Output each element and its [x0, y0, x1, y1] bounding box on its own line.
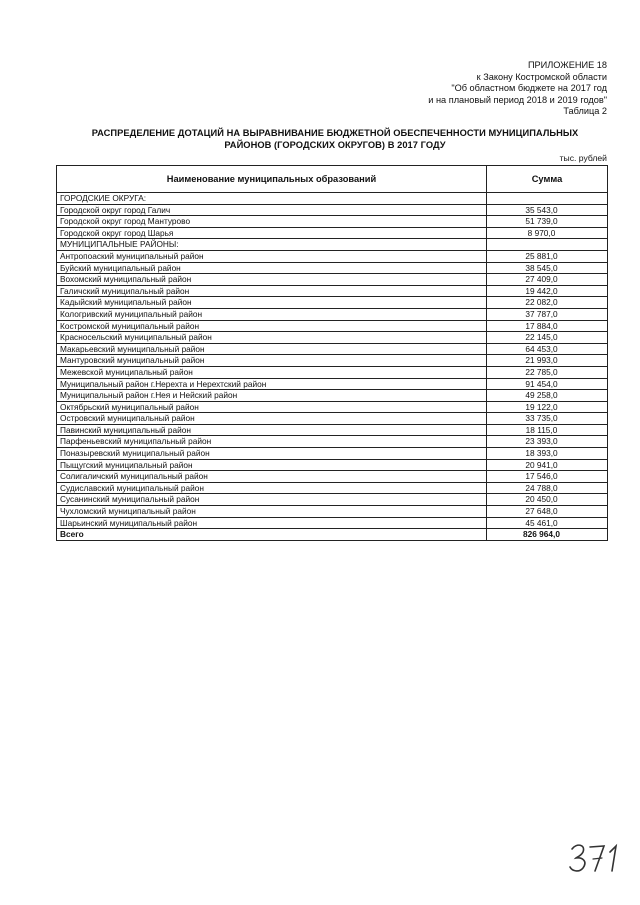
- table-header-row: [57, 166, 608, 193]
- row-sum: 8 970,0: [487, 227, 608, 239]
- table-row: [57, 517, 608, 529]
- row-sum: 25 881,0: [487, 250, 608, 262]
- row-name: Поназыревский муниципальный район: [57, 448, 487, 460]
- row-sum: 18 393,0: [487, 448, 608, 460]
- table-row: [57, 413, 608, 425]
- table-row: [57, 332, 608, 344]
- row-name: Вохомский муниципальный район: [57, 274, 487, 286]
- handwritten-page-number: [566, 840, 626, 874]
- row-sum: 22 145,0: [487, 332, 608, 344]
- table-row: [57, 227, 608, 239]
- row-sum: 826 964,0: [487, 529, 608, 541]
- row-sum: 38 545,0: [487, 262, 608, 274]
- row-name: Городской округ город Галич: [57, 204, 487, 216]
- row-name: Мантуровский муниципальный район: [57, 355, 487, 367]
- row-name: Кологривский муниципальный район: [57, 308, 487, 320]
- row-name: Городской округ город Шарья: [57, 227, 487, 239]
- table-row: [57, 471, 608, 483]
- row-sum: [487, 193, 608, 205]
- row-name: Судиславский муниципальный район: [57, 482, 487, 494]
- table-row: [57, 401, 608, 413]
- table-row: [57, 297, 608, 309]
- table-row: [57, 204, 608, 216]
- table-row: [57, 459, 608, 471]
- appendix-line: к Закону Костромской области: [476, 71, 607, 82]
- row-name: Пыщугский муниципальный район: [57, 459, 487, 471]
- table-row: [57, 193, 608, 205]
- row-sum: 23 393,0: [487, 436, 608, 448]
- row-name: Парфеньевский муниципальный район: [57, 436, 487, 448]
- appendix-line: и на плановый период 2018 и 2019 годов": [428, 94, 607, 105]
- title-line-1: РАСПРЕДЕЛЕНИЕ ДОТАЦИЙ НА ВЫРАВНИВАНИЕ БЮДЖЕТНОЙ ОБЕСПЕЧЕННОСТИ МУНИЦИПАЛЬНЫХ: [91, 128, 579, 138]
- row-name: Городской округ город Мантурово: [57, 216, 487, 228]
- table-row: [57, 424, 608, 436]
- row-sum: 18 115,0: [487, 424, 608, 436]
- table-row: [57, 494, 608, 506]
- appendix-line: Таблица 2: [563, 106, 607, 116]
- row-sum: 27 648,0: [487, 506, 608, 518]
- row-sum: 19 442,0: [487, 285, 608, 297]
- table-row: [57, 529, 608, 541]
- row-name: Муниципальный район г.Нея и Нейский район: [57, 390, 487, 402]
- row-name: Костромской муниципальный район: [57, 320, 487, 332]
- row-name: Шарьинский муниципальный район: [57, 517, 487, 529]
- appendix-header: [428, 60, 607, 118]
- table-body: [57, 193, 608, 541]
- row-name: МУНИЦИПАЛЬНЫЕ РАЙОНЫ:: [57, 239, 487, 251]
- row-sum: 17 884,0: [487, 320, 608, 332]
- units-label: тыс. рублей: [559, 153, 607, 163]
- row-sum: 19 122,0: [487, 401, 608, 413]
- header-sum: Сумма: [487, 166, 608, 193]
- row-name: Октябрьский муниципальный район: [57, 401, 487, 413]
- row-name: Солигаличский муниципальный район: [57, 471, 487, 483]
- table-row: [57, 250, 608, 262]
- distribution-table: [56, 165, 608, 541]
- table-row: [57, 262, 608, 274]
- table-row: [57, 390, 608, 402]
- row-name: ГОРОДСКИЕ ОКРУГА:: [57, 193, 487, 205]
- row-sum: 49 258,0: [487, 390, 608, 402]
- table-row: [57, 482, 608, 494]
- row-sum: 24 788,0: [487, 482, 608, 494]
- header-name: Наименование муниципальных образований: [57, 166, 487, 193]
- row-name: Чухломский муниципальный район: [57, 506, 487, 518]
- document-title: [60, 128, 610, 151]
- table-row: [57, 448, 608, 460]
- row-sum: 64 453,0: [487, 343, 608, 355]
- table-row: [57, 308, 608, 320]
- row-sum: 27 409,0: [487, 274, 608, 286]
- row-sum: 17 546,0: [487, 471, 608, 483]
- row-name: Красносельский муниципальный район: [57, 332, 487, 344]
- row-name: Галичский муниципальный район: [57, 285, 487, 297]
- table-row: [57, 378, 608, 390]
- table-row: [57, 285, 608, 297]
- table-row: [57, 355, 608, 367]
- table-row: [57, 366, 608, 378]
- row-name: Павинский муниципальный район: [57, 424, 487, 436]
- table-row: [57, 506, 608, 518]
- table-row: [57, 343, 608, 355]
- row-name: Муниципальный район г.Нерехта и Нерехтский район: [57, 378, 487, 390]
- row-name: Буйский муниципальный район: [57, 262, 487, 274]
- table-row: [57, 320, 608, 332]
- row-sum: 91 454,0: [487, 378, 608, 390]
- table-row: [57, 274, 608, 286]
- row-name: Межевской муниципальный район: [57, 366, 487, 378]
- row-sum: 22 785,0: [487, 366, 608, 378]
- row-name: Сусанинский муниципальный район: [57, 494, 487, 506]
- table-row: [57, 216, 608, 228]
- row-sum: 45 461,0: [487, 517, 608, 529]
- row-name: Макарьевский муниципальный район: [57, 343, 487, 355]
- title-line-2: РАЙОНОВ (ГОРОДСКИХ ОКРУГОВ) В 2017 ГОДУ: [224, 139, 446, 150]
- row-sum: 37 787,0: [487, 308, 608, 320]
- row-sum: 20 450,0: [487, 494, 608, 506]
- row-name: Всего: [57, 529, 487, 541]
- row-sum: 51 739,0: [487, 216, 608, 228]
- row-name: Островский муниципальный район: [57, 413, 487, 425]
- appendix-line: ПРИЛОЖЕНИЕ 18: [527, 60, 607, 70]
- row-sum: 22 082,0: [487, 297, 608, 309]
- table-row: [57, 436, 608, 448]
- appendix-line: "Об областном бюджете на 2017 год: [451, 83, 607, 93]
- row-name: Антропоаский муниципальный район: [57, 250, 487, 262]
- row-name: Кадыйский муниципальный район: [57, 297, 487, 309]
- row-sum: [487, 239, 608, 251]
- table-row: [57, 239, 608, 251]
- row-sum: 33 735,0: [487, 413, 608, 425]
- row-sum: 35 543,0: [487, 204, 608, 216]
- row-sum: 21 993,0: [487, 355, 608, 367]
- row-sum: 20 941,0: [487, 459, 608, 471]
